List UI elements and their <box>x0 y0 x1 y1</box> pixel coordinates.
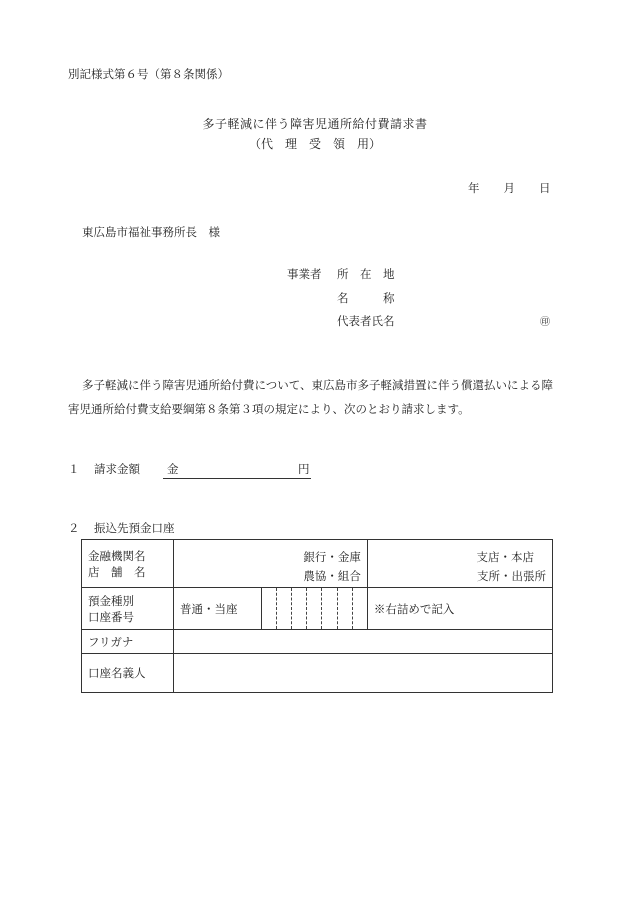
form-number: 別記様式第６号（第８条関係） <box>68 67 229 81</box>
addressee: 東広島市福祉事務所長 様 <box>82 225 220 239</box>
bank-account-table <box>81 539 553 693</box>
account-digit-5[interactable] <box>322 588 337 630</box>
branch-name-field[interactable] <box>367 540 552 588</box>
furigana-label: フリガナ <box>82 630 174 654</box>
date-line <box>468 180 551 196</box>
date-day[interactable]: 日 <box>539 181 551 195</box>
seal-mark: ㊞ <box>540 317 550 328</box>
account-holder-label: 口座名義人 <box>82 654 174 693</box>
account-number-label: 口座番号 <box>88 609 134 624</box>
account-digit-1[interactable] <box>261 588 276 630</box>
account-digit-3[interactable] <box>292 588 307 630</box>
account-digit-4[interactable] <box>307 588 322 630</box>
furigana-field[interactable] <box>174 630 553 654</box>
sender-label: 事業者 <box>287 267 322 281</box>
account-digit-2[interactable] <box>276 588 291 630</box>
account-digit-7[interactable] <box>352 588 367 630</box>
amount-field[interactable] <box>163 460 311 479</box>
account-label-cell <box>82 588 174 630</box>
table-row-holder <box>82 654 553 693</box>
account-digit-6[interactable] <box>337 588 352 630</box>
item2-label: 振込先預金口座 <box>94 521 175 535</box>
date-year[interactable]: 年 <box>468 181 480 195</box>
table-row-account <box>82 588 553 630</box>
item1-number: １ <box>68 462 80 476</box>
account-type-field[interactable]: 普通・当座 <box>174 588 262 630</box>
item1-label: 請求金額 <box>94 462 140 476</box>
branch-type-bottom: 支所・出張所 <box>477 569 546 583</box>
bank-name-field[interactable] <box>174 540 368 588</box>
account-type-label: 預金種別 <box>88 593 134 608</box>
item2-number: ２ <box>68 521 80 535</box>
account-holder-field[interactable] <box>174 654 553 693</box>
amount-suffix: 円 <box>298 462 310 476</box>
table-row-bank <box>82 540 553 588</box>
bank-name-label: 金融機関名 <box>88 548 146 563</box>
body-paragraph: 多子軽減に伴う障害児通所給付費について、東広島市多子軽減措置に伴う償還払いによる障害児通所給付費支給要綱第８条第３項の規定により、次のとおり請求します。 <box>68 378 554 416</box>
address-label: 所 在 地 <box>337 267 395 281</box>
company-name-label: 名 称 <box>337 291 395 305</box>
document-subtitle: （代 理 受 領 用） <box>248 137 381 151</box>
branch-type-top: 支店・本店 <box>476 550 534 564</box>
table-row-furigana <box>82 630 553 654</box>
branch-name-label: 店 舗 名 <box>88 564 146 579</box>
bank-type-bottom: 農協・組合 <box>303 569 361 583</box>
representative-label: 代表者氏名 <box>337 314 395 328</box>
date-month[interactable]: 月 <box>503 181 515 195</box>
amount-prefix: 金 <box>167 462 179 476</box>
account-note: ※右詰めで記入 <box>367 588 552 630</box>
bank-label-cell <box>82 540 174 588</box>
bank-type-top: 銀行・金庫 <box>303 550 361 564</box>
document-title: 多子軽減に伴う障害児通所給付費請求書 <box>202 117 428 131</box>
